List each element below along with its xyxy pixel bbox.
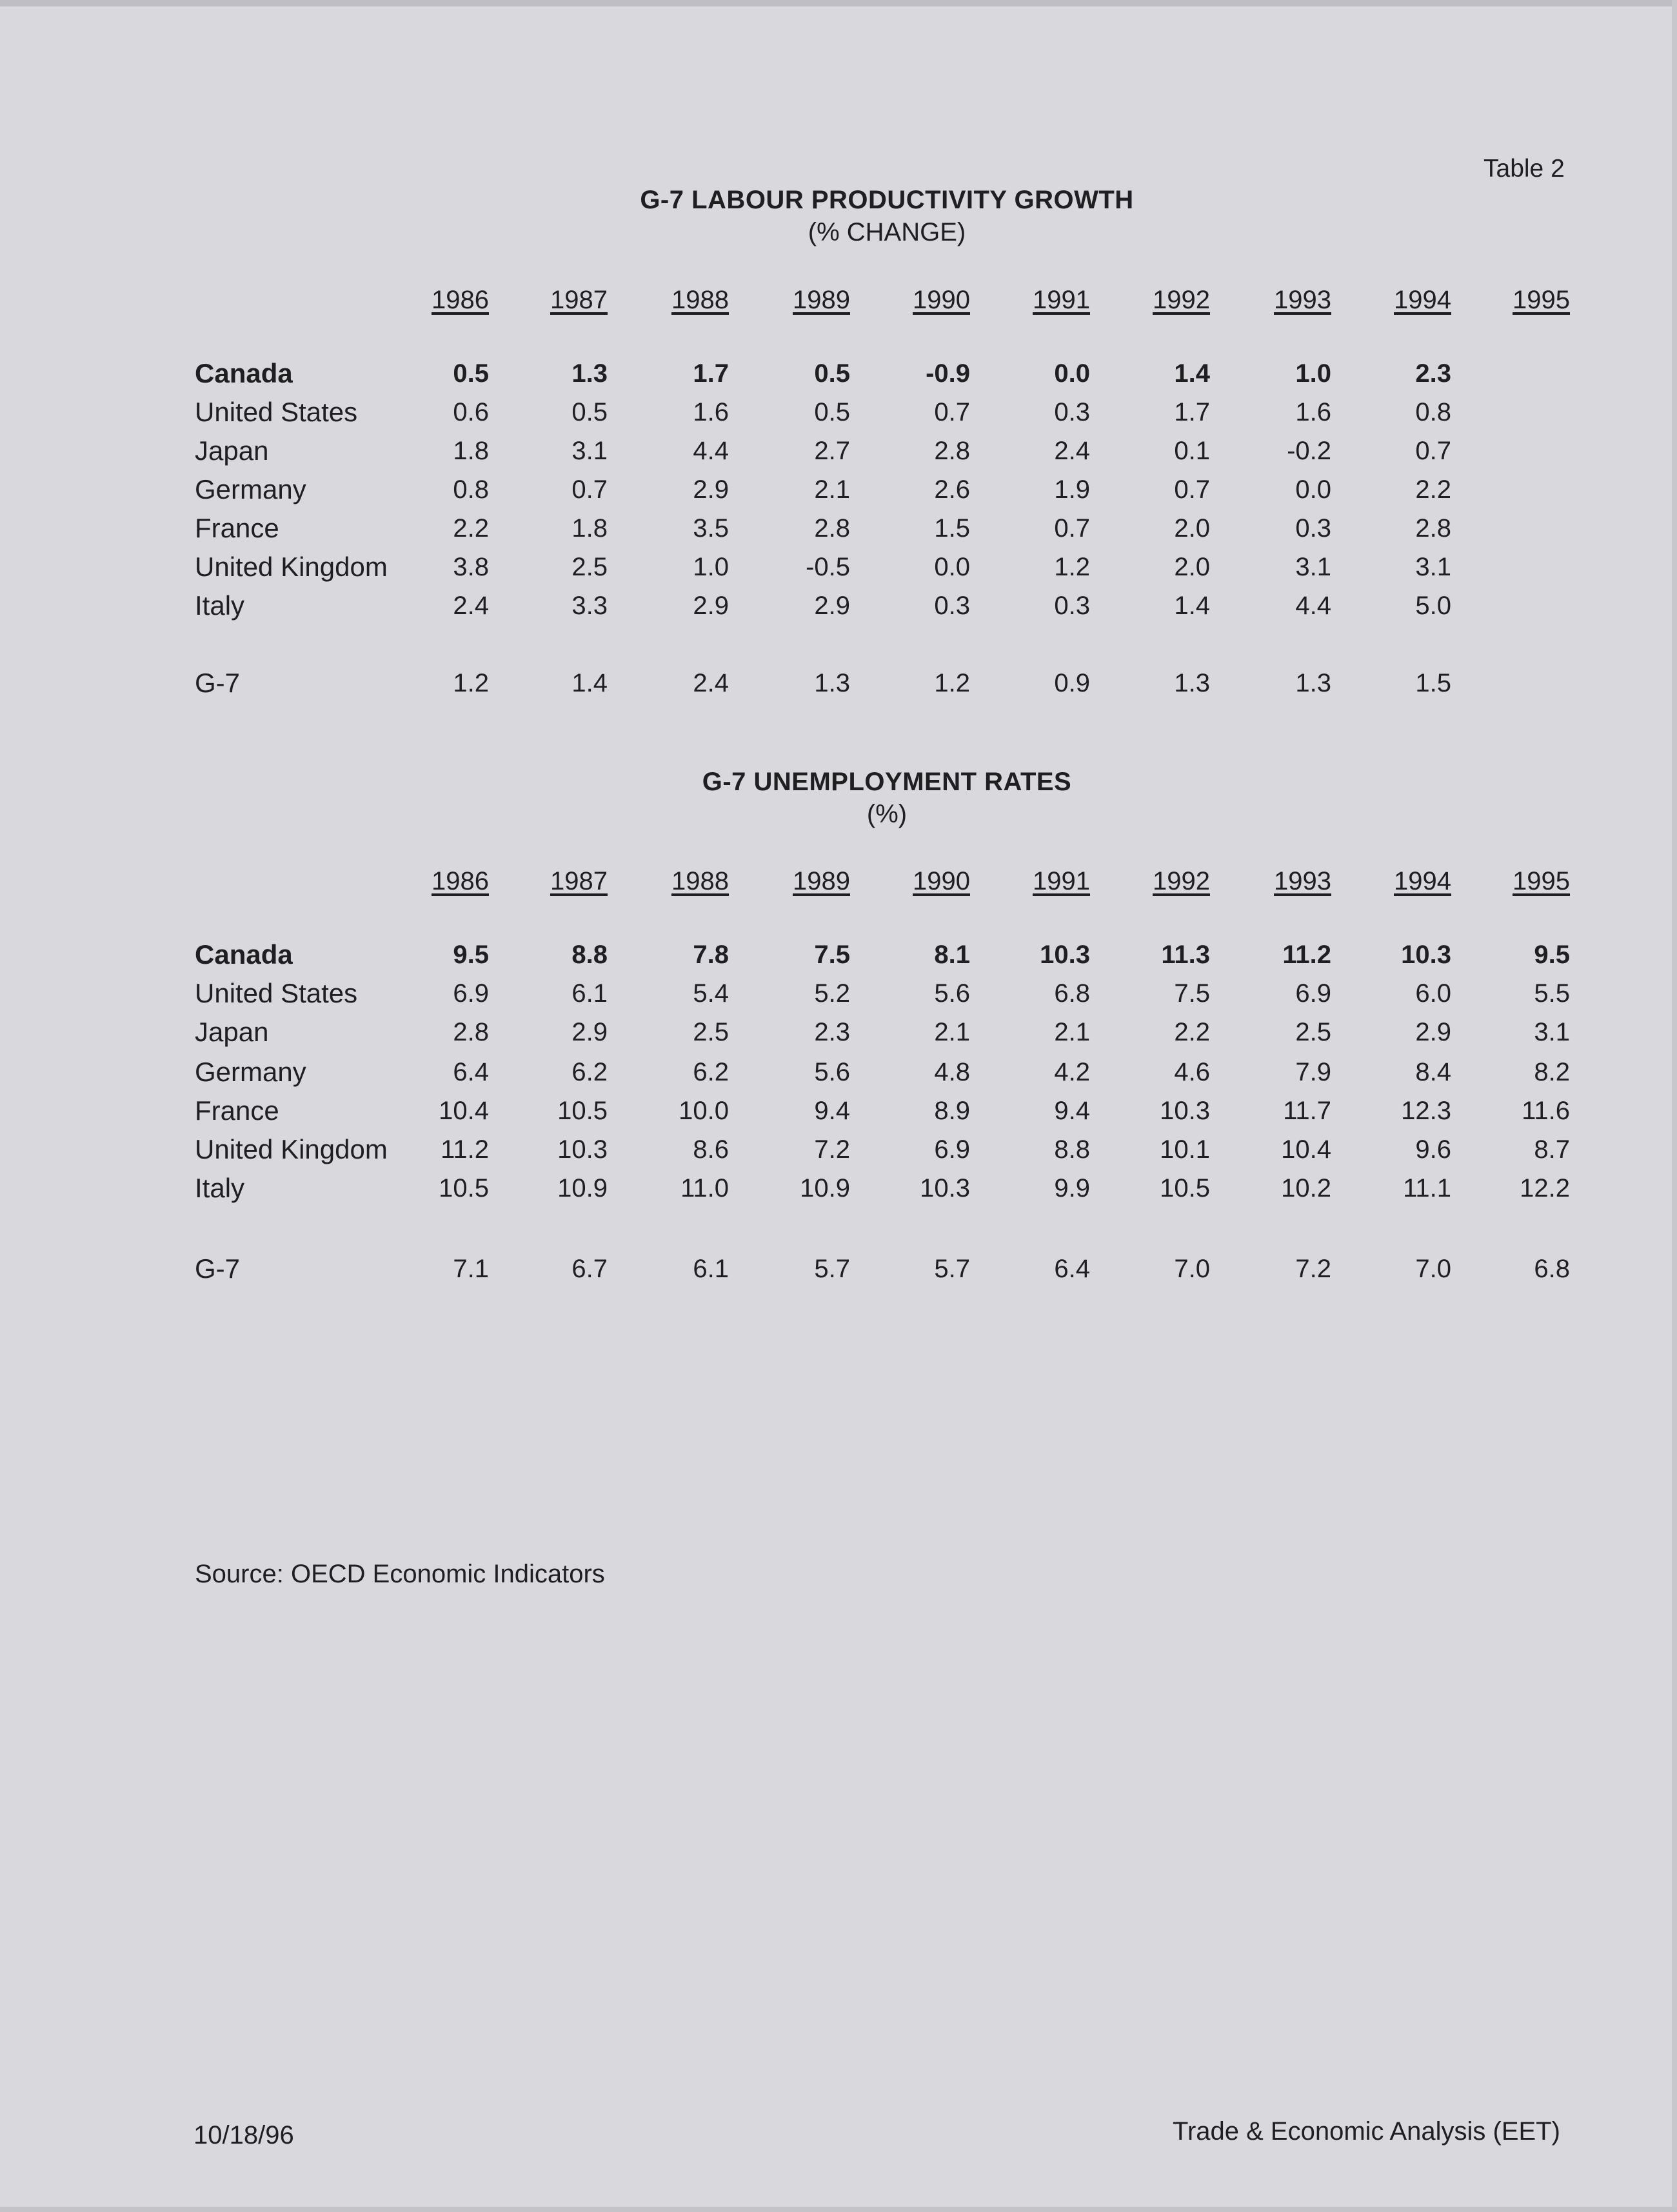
source-note: Source: OECD Economic Indicators [195, 1560, 605, 1588]
year-header: 1991 [1033, 867, 1090, 895]
table-cell: 4.8 [934, 1058, 970, 1086]
table-cell: 5.5 [1534, 979, 1570, 1008]
table-cell: 11.3 [1161, 941, 1210, 969]
table-cell: 5.6 [934, 979, 970, 1008]
table-cell: 8.9 [934, 1097, 970, 1125]
productivity-subtitle: (% CHANGE) [808, 218, 966, 246]
table-cell: 5.2 [814, 979, 850, 1008]
table-cell: 2.4 [1054, 437, 1090, 465]
table-cell: -0.5 [806, 553, 850, 581]
table-cell: 0.0 [1054, 359, 1090, 388]
table-cell: 2.2 [1174, 1018, 1210, 1046]
table-cell: 5.6 [814, 1058, 850, 1086]
table-cell: 11.0 [680, 1174, 729, 1202]
table-cell: 9.5 [1534, 941, 1570, 969]
table-cell: 1.7 [693, 359, 729, 388]
year-header: 1993 [1274, 286, 1331, 314]
table-cell: 10.0 [679, 1097, 729, 1125]
year-header: 1987 [550, 286, 608, 314]
table-cell: 9.5 [453, 941, 489, 969]
year-header: 1994 [1394, 867, 1451, 895]
table-cell: 12.3 [1401, 1097, 1451, 1125]
year-header: 1994 [1394, 286, 1451, 314]
country-label-g7: G-7 [195, 1253, 241, 1284]
table-cell: 0.5 [571, 398, 608, 426]
table-cell: 10.1 [1160, 1135, 1210, 1164]
table-cell: 2.7 [814, 437, 850, 465]
page-edge-right [1672, 0, 1677, 2212]
footer-department: Trade & Economic Analysis (EET) [1173, 2117, 1560, 2146]
table-cell: 6.0 [1415, 979, 1451, 1008]
page-edge-top [0, 0, 1677, 6]
table-cell: 12.2 [1520, 1174, 1570, 1202]
footer-date: 10/18/96 [194, 2121, 294, 2149]
table-cell-g7: 1.5 [1415, 669, 1451, 697]
table-cell: 3.1 [1534, 1018, 1570, 1046]
table-cell: 10.5 [439, 1174, 489, 1202]
table-cell: 1.3 [571, 359, 608, 388]
table-cell-g7: 7.0 [1174, 1255, 1210, 1283]
table-cell: 0.7 [1054, 514, 1090, 543]
table-cell: 2.0 [1174, 514, 1210, 543]
table-cell: 6.2 [693, 1058, 729, 1086]
table-cell: 4.6 [1174, 1058, 1210, 1086]
country-label: United Kingdom [195, 552, 388, 582]
table-cell: 2.8 [814, 514, 850, 543]
country-label: Italy [195, 1173, 245, 1203]
table-cell: 8.6 [693, 1135, 729, 1164]
table-cell: 1.0 [1295, 359, 1331, 388]
year-header: 1987 [550, 867, 608, 895]
table-cell: 1.6 [1295, 398, 1331, 426]
table-cell: 10.5 [557, 1097, 608, 1125]
table-cell: 10.3 [557, 1135, 608, 1164]
table-cell: 10.9 [800, 1174, 850, 1202]
table-cell: 0.7 [1174, 475, 1210, 504]
table-cell: 3.1 [1295, 553, 1331, 581]
table-cell: 0.3 [1054, 592, 1090, 620]
table-cell: 2.1 [1054, 1018, 1090, 1046]
table-cell: 4.4 [1295, 592, 1331, 620]
table-cell: 9.4 [814, 1097, 850, 1125]
table-cell: 2.3 [1415, 359, 1451, 388]
table-cell: 11.2 [441, 1135, 489, 1164]
table-cell-g7: 7.2 [1295, 1255, 1331, 1283]
country-label: United States [195, 978, 358, 1008]
table-cell: 0.0 [1295, 475, 1331, 504]
table-cell: 10.4 [439, 1097, 489, 1125]
table-cell: 9.6 [1415, 1135, 1451, 1164]
table-cell: 4.4 [693, 437, 729, 465]
table-cell-g7: 7.1 [453, 1255, 489, 1283]
table-cell: 2.5 [1295, 1018, 1331, 1046]
table-cell-g7: 1.3 [1295, 669, 1331, 697]
year-header: 1990 [913, 286, 970, 314]
table-cell: 7.9 [1295, 1058, 1331, 1086]
table-cell-g7: 1.4 [571, 669, 608, 697]
table-cell: 6.8 [1054, 979, 1090, 1008]
table-cell: 2.9 [814, 592, 850, 620]
country-label: France [195, 1095, 279, 1126]
table-cell: 2.9 [693, 475, 729, 504]
table-cell: 8.8 [571, 941, 608, 969]
table-cell: 1.8 [571, 514, 608, 543]
country-label: United Kingdom [195, 1134, 388, 1164]
table-cell: 1.4 [1174, 592, 1210, 620]
table-cell-g7: 2.4 [693, 669, 729, 697]
table-cell: 8.2 [1534, 1058, 1570, 1086]
table-cell: 2.8 [1415, 514, 1451, 543]
table-cell: 0.1 [1174, 437, 1210, 465]
table-cell: 3.1 [571, 437, 608, 465]
page-edge-bottom [0, 2207, 1677, 2212]
table-cell: 8.7 [1534, 1135, 1570, 1164]
table-cell: 10.3 [1160, 1097, 1210, 1125]
table-cell: 2.2 [1415, 475, 1451, 504]
table-cell: 2.4 [453, 592, 489, 620]
table-cell: 4.2 [1054, 1058, 1090, 1086]
unemployment-subtitle: (%) [866, 800, 908, 828]
table-cell: 1.2 [1054, 553, 1090, 581]
country-label: Japan [195, 435, 269, 466]
table-cell: 0.3 [1054, 398, 1090, 426]
table-cell: 2.1 [934, 1018, 970, 1046]
table-cell: 1.5 [934, 514, 970, 543]
table-cell: 3.5 [693, 514, 729, 543]
table-cell: 5.0 [1415, 592, 1451, 620]
table-cell: 6.9 [1295, 979, 1331, 1008]
table-cell: 0.7 [571, 475, 608, 504]
table-cell: 10.3 [1401, 941, 1451, 969]
country-label: Germany [195, 1057, 306, 1087]
table-cell: 2.8 [934, 437, 970, 465]
table-cell: 8.8 [1054, 1135, 1090, 1164]
table-cell: 0.7 [934, 398, 970, 426]
table-cell: 2.5 [571, 553, 608, 581]
table-cell-g7: 5.7 [934, 1255, 970, 1283]
table-cell: 2.2 [453, 514, 489, 543]
table-cell: 6.9 [934, 1135, 970, 1164]
table-cell: 6.2 [571, 1058, 608, 1086]
table-cell: 7.5 [1174, 979, 1210, 1008]
table-cell: 10.4 [1281, 1135, 1331, 1164]
table-cell: 11.1 [1403, 1174, 1451, 1202]
year-header: 1993 [1274, 867, 1331, 895]
year-header: 1990 [913, 867, 970, 895]
table-cell: 0.8 [453, 475, 489, 504]
table-cell: 9.9 [1054, 1174, 1090, 1202]
table-cell: 0.5 [453, 359, 489, 388]
table-cell: 11.6 [1522, 1097, 1570, 1125]
table-cell-g7: 1.2 [934, 669, 970, 697]
table-cell: 2.9 [571, 1018, 608, 1046]
table-cell: 2.1 [814, 475, 850, 504]
table-cell: 6.4 [453, 1058, 489, 1086]
year-header: 1989 [793, 867, 850, 895]
table-cell: 2.0 [1174, 553, 1210, 581]
country-label: United States [195, 397, 358, 427]
country-label: Japan [195, 1017, 269, 1047]
country-label: France [195, 513, 279, 543]
table-cell-g7: 6.7 [571, 1255, 608, 1283]
table-cell: 0.6 [453, 398, 489, 426]
table-cell: 11.7 [1283, 1097, 1331, 1125]
table-cell: 1.9 [1054, 475, 1090, 504]
table-cell: 2.9 [693, 592, 729, 620]
table-cell: 6.1 [571, 979, 608, 1008]
table-cell: 2.3 [814, 1018, 850, 1046]
table-cell: -0.9 [926, 359, 970, 388]
year-header: 1989 [793, 286, 850, 314]
year-header: 1992 [1153, 867, 1210, 895]
table-cell: 3.3 [571, 592, 608, 620]
year-header: 1986 [432, 286, 489, 314]
year-header: 1992 [1153, 286, 1210, 314]
table-cell: 3.1 [1415, 553, 1451, 581]
table-cell: 1.7 [1174, 398, 1210, 426]
table-cell: 8.4 [1415, 1058, 1451, 1086]
year-header: 1986 [432, 867, 489, 895]
table-cell: 2.5 [693, 1018, 729, 1046]
table-cell: 2.6 [934, 475, 970, 504]
table-cell-g7: 5.7 [814, 1255, 850, 1283]
country-label: Canada [195, 358, 293, 388]
country-label: Canada [195, 939, 293, 970]
table-cell: 5.4 [693, 979, 729, 1008]
year-header: 1991 [1033, 286, 1090, 314]
table-cell: 7.5 [814, 941, 850, 969]
table-cell: 0.5 [814, 398, 850, 426]
table-cell: 7.2 [814, 1135, 850, 1164]
unemployment-title: G-7 UNEMPLOYMENT RATES [702, 768, 1072, 796]
country-label-g7: G-7 [195, 668, 241, 698]
table-cell-g7: 1.3 [814, 669, 850, 697]
table-cell-g7: 7.0 [1415, 1255, 1451, 1283]
country-label: Italy [195, 590, 245, 621]
table-cell: 10.2 [1281, 1174, 1331, 1202]
table-cell: 9.4 [1054, 1097, 1090, 1125]
table-cell: 0.0 [934, 553, 970, 581]
year-header: 1995 [1513, 867, 1570, 895]
table-cell: 10.3 [1040, 941, 1090, 969]
table-cell: 1.8 [453, 437, 489, 465]
table-cell: 7.8 [693, 941, 729, 969]
table-cell-g7: 6.4 [1054, 1255, 1090, 1283]
table-cell: 10.9 [557, 1174, 608, 1202]
country-label: Germany [195, 474, 306, 504]
year-header: 1995 [1513, 286, 1570, 314]
table-cell: -0.2 [1287, 437, 1331, 465]
table-cell: 2.8 [453, 1018, 489, 1046]
table-cell: 2.9 [1415, 1018, 1451, 1046]
table-cell: 1.0 [693, 553, 729, 581]
table-cell: 0.3 [1295, 514, 1331, 543]
table-cell: 1.6 [693, 398, 729, 426]
table-cell: 0.8 [1415, 398, 1451, 426]
table-cell: 0.3 [934, 592, 970, 620]
table-cell: 1.4 [1174, 359, 1210, 388]
table-cell-g7: 1.3 [1174, 669, 1210, 697]
table-cell-g7: 6.8 [1534, 1255, 1570, 1283]
table-cell: 0.5 [814, 359, 850, 388]
year-header: 1988 [671, 867, 729, 895]
table-cell-g7: 6.1 [693, 1255, 729, 1283]
table-cell: 8.1 [934, 941, 970, 969]
table-cell-g7: 0.9 [1054, 669, 1090, 697]
table-cell-g7: 1.2 [453, 669, 489, 697]
table-label: Table 2 [1484, 155, 1565, 183]
productivity-title: G-7 LABOUR PRODUCTIVITY GROWTH [640, 186, 1134, 214]
table-cell: 11.2 [1282, 941, 1331, 969]
table-cell: 10.5 [1160, 1174, 1210, 1202]
table-cell: 3.8 [453, 553, 489, 581]
table-cell: 6.9 [453, 979, 489, 1008]
table-cell: 0.7 [1415, 437, 1451, 465]
table-cell: 10.3 [920, 1174, 970, 1202]
year-header: 1988 [671, 286, 729, 314]
